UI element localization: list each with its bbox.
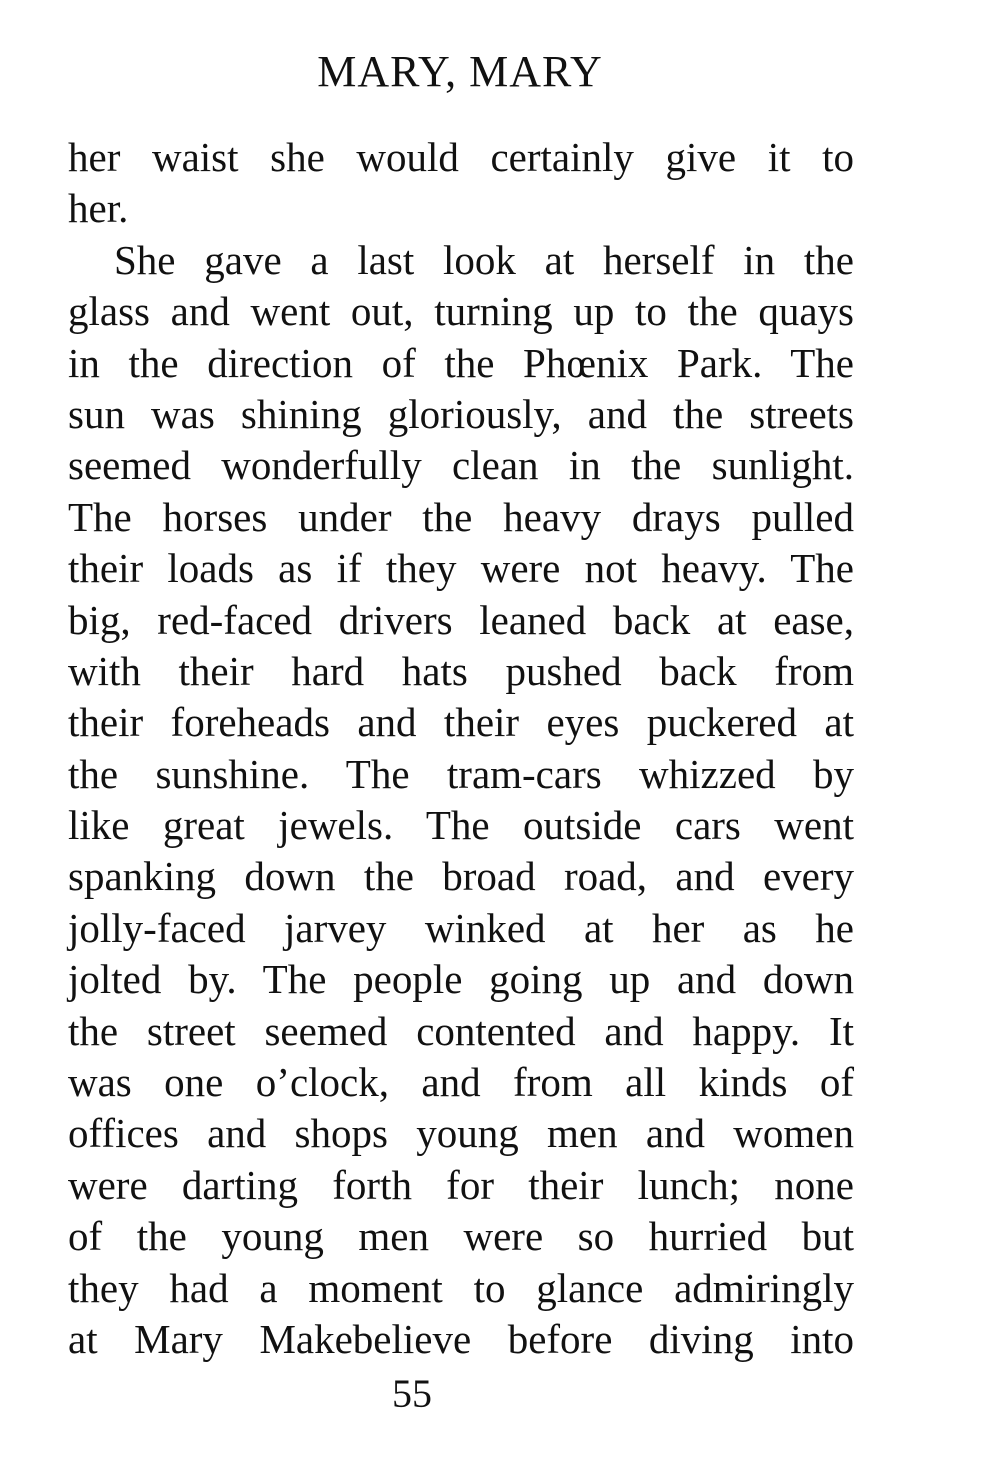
text-line-22: of the young men were so hurried but xyxy=(68,1213,854,1260)
text-line-12: their foreheads and their eyes puckered at xyxy=(68,699,854,746)
text-line-7: seemed wonderfully clean in the sunlight. xyxy=(68,442,854,489)
text-line-6: sun was shining gloriously, and the streets xyxy=(68,390,854,437)
page-number: 55 xyxy=(392,1371,432,1416)
text-line-9: their loads as if they were not heavy. The xyxy=(68,545,854,592)
text-line-11: with their hard hats pushed back from xyxy=(68,647,854,694)
text-line-8: The horses under the heavy drays pulled xyxy=(68,493,854,540)
text-line-24: at Mary Makebelieve before diving into xyxy=(68,1315,854,1362)
text-line-13: the sunshine. The tram-cars whizzed by xyxy=(68,750,854,797)
text-line-1: her waist she would certainly give it to xyxy=(68,134,854,180)
text-line-19: was one o’clock, and from all kinds of xyxy=(68,1059,854,1106)
text-line-10: big, red-faced drivers leaned back at ease, xyxy=(68,596,854,643)
running-head: MARY, MARY xyxy=(317,47,603,96)
text-line-17: jolted by. The people going up and down xyxy=(68,956,854,1003)
text-line-21: were darting forth for their lunch; none xyxy=(68,1161,854,1208)
text-line-3: She gave a last look at herself in the xyxy=(114,236,854,283)
text-line-18: the street seemed contented and happy. It xyxy=(68,1007,854,1054)
text-line-20: offices and shops young men and women xyxy=(68,1110,854,1157)
text-line-5: in the direction of the Phœnix Park. The xyxy=(68,339,854,386)
text-line-16: jolly-faced jarvey winked at her as he xyxy=(68,904,854,951)
text-line-23: they had a moment to glance admiringly xyxy=(68,1264,854,1311)
text-line-15: spanking down the broad road, and every xyxy=(68,853,854,900)
text-line-14: like great jewels. The outside cars went xyxy=(68,802,854,849)
body-text xyxy=(68,132,854,1365)
text-line-2: her. xyxy=(68,185,129,232)
text-line-4: glass and went out, turning up to the quays xyxy=(68,288,854,335)
